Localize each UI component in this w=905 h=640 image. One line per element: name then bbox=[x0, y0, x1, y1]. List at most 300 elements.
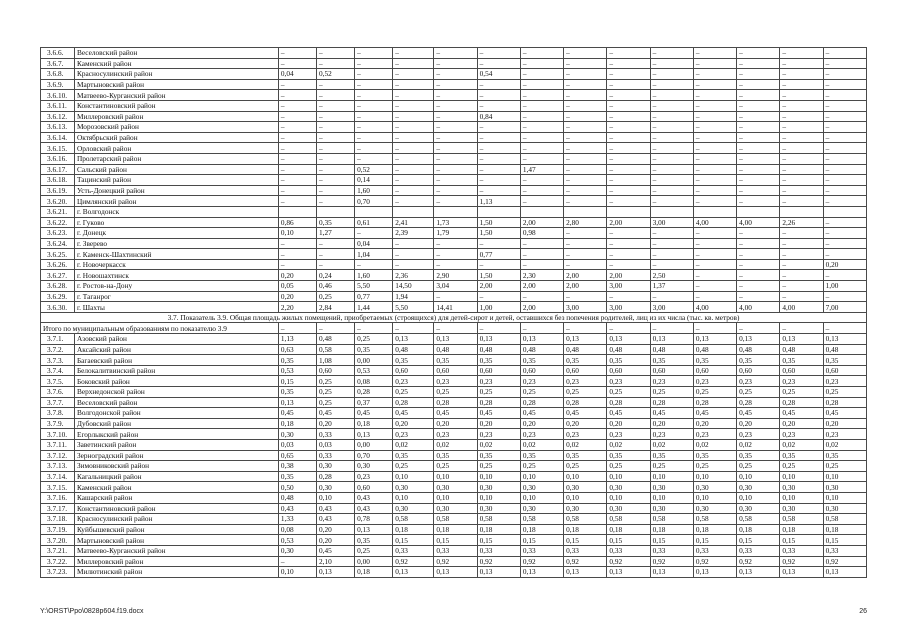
value-cell: – bbox=[434, 185, 477, 196]
value-cell: 0,20 bbox=[650, 418, 693, 429]
value-cell: 0,13 bbox=[355, 429, 393, 440]
value-cell: – bbox=[607, 143, 650, 154]
row-code: 3.7.15. bbox=[41, 482, 75, 493]
value-cell: – bbox=[693, 143, 736, 154]
value-cell: – bbox=[317, 153, 355, 164]
value-cell: 0,30 bbox=[650, 482, 693, 493]
value-cell: – bbox=[650, 249, 693, 260]
value-cell: 0,58 bbox=[650, 514, 693, 525]
value-cell: – bbox=[520, 90, 563, 101]
value-cell: – bbox=[564, 58, 607, 69]
value-cell bbox=[737, 206, 780, 217]
value-cell: – bbox=[520, 58, 563, 69]
value-cell: 0,50 bbox=[278, 482, 316, 493]
value-cell: – bbox=[477, 185, 520, 196]
value-cell: 0,25 bbox=[780, 461, 823, 472]
value-cell: – bbox=[737, 281, 780, 292]
value-cell: 0,45 bbox=[317, 408, 355, 419]
value-cell: 0,48 bbox=[520, 344, 563, 355]
value-cell: 0,18 bbox=[434, 524, 477, 535]
value-cell: 0,02 bbox=[823, 439, 866, 450]
row-code: 3.6.21. bbox=[41, 206, 75, 217]
value-cell: 0,25 bbox=[434, 387, 477, 398]
value-cell bbox=[434, 206, 477, 217]
row-code: 3.6.18. bbox=[41, 175, 75, 186]
value-cell: – bbox=[434, 100, 477, 111]
value-cell: – bbox=[693, 196, 736, 207]
value-cell: 0,45 bbox=[317, 545, 355, 556]
value-cell: – bbox=[780, 323, 823, 334]
table-row bbox=[41, 355, 867, 366]
table-row bbox=[41, 281, 867, 292]
row-code: 3.7.17. bbox=[41, 503, 75, 514]
table-row bbox=[41, 111, 867, 122]
municipality-name: Красносулинский район bbox=[74, 69, 278, 80]
value-cell: – bbox=[693, 153, 736, 164]
value-cell: 0,23 bbox=[780, 376, 823, 387]
value-cell: – bbox=[737, 291, 780, 302]
value-cell: 0,30 bbox=[823, 482, 866, 493]
table-row bbox=[41, 429, 867, 440]
value-cell: 0,35 bbox=[607, 450, 650, 461]
value-cell: 5,50 bbox=[393, 302, 434, 313]
value-cell: – bbox=[780, 249, 823, 260]
value-cell: 0,33 bbox=[650, 545, 693, 556]
municipality-name: Боковский район bbox=[74, 376, 278, 387]
value-cell: 0,35 bbox=[434, 450, 477, 461]
value-cell: 0,35 bbox=[607, 355, 650, 366]
value-cell: – bbox=[737, 323, 780, 334]
municipality-name: Милютинский район bbox=[74, 567, 278, 578]
value-cell: 0,25 bbox=[564, 387, 607, 398]
value-cell: – bbox=[780, 228, 823, 239]
value-cell: 0,30 bbox=[650, 503, 693, 514]
value-cell: 0,48 bbox=[737, 344, 780, 355]
table-row bbox=[41, 132, 867, 143]
value-cell: 0,70 bbox=[355, 196, 393, 207]
value-cell: 0,35 bbox=[477, 355, 520, 366]
value-cell: – bbox=[823, 111, 866, 122]
value-cell: – bbox=[780, 132, 823, 143]
value-cell: 0,20 bbox=[317, 418, 355, 429]
value-cell: 1,50 bbox=[477, 270, 520, 281]
value-cell: 0,48 bbox=[393, 344, 434, 355]
value-cell: 0,10 bbox=[693, 492, 736, 503]
value-cell: – bbox=[607, 58, 650, 69]
value-cell: 0,08 bbox=[278, 524, 316, 535]
value-cell: 0,10 bbox=[278, 567, 316, 578]
row-code: 3.7.14. bbox=[41, 471, 75, 482]
table-row bbox=[41, 196, 867, 207]
value-cell: – bbox=[693, 58, 736, 69]
row-code: 3.6.29. bbox=[41, 291, 75, 302]
value-cell: – bbox=[607, 291, 650, 302]
value-cell: – bbox=[737, 259, 780, 270]
value-cell: 0,13 bbox=[693, 334, 736, 345]
row-code: 3.6.20. bbox=[41, 196, 75, 207]
value-cell: – bbox=[737, 196, 780, 207]
value-cell: – bbox=[823, 217, 866, 228]
value-cell: 0,33 bbox=[823, 545, 866, 556]
page-number: 26 bbox=[859, 608, 867, 615]
value-cell: 0,15 bbox=[564, 535, 607, 546]
value-cell: 0,92 bbox=[607, 556, 650, 567]
value-cell: 0,35 bbox=[693, 355, 736, 366]
value-cell: 0,13 bbox=[393, 567, 434, 578]
value-cell: 0,23 bbox=[564, 429, 607, 440]
value-cell: 0,20 bbox=[477, 418, 520, 429]
value-cell: – bbox=[564, 323, 607, 334]
value-cell: 0,45 bbox=[355, 408, 393, 419]
value-cell: – bbox=[780, 259, 823, 270]
value-cell: 0,60 bbox=[737, 365, 780, 376]
value-cell: 0,13 bbox=[520, 334, 563, 345]
value-cell: 0,00 bbox=[355, 556, 393, 567]
value-cell: – bbox=[780, 175, 823, 186]
value-cell: – bbox=[355, 259, 393, 270]
value-cell: 2,20 bbox=[278, 302, 316, 313]
value-cell: – bbox=[520, 196, 563, 207]
value-cell: 0,10 bbox=[650, 492, 693, 503]
value-cell: 0,52 bbox=[317, 69, 355, 80]
value-cell: – bbox=[278, 143, 316, 154]
value-cell: 3,00 bbox=[564, 302, 607, 313]
value-cell bbox=[780, 206, 823, 217]
value-cell: 0,00 bbox=[355, 355, 393, 366]
value-cell: 0,77 bbox=[477, 249, 520, 260]
row-code: 3.6.17. bbox=[41, 164, 75, 175]
municipality-name: г. Донецк bbox=[74, 228, 278, 239]
table-row bbox=[41, 291, 867, 302]
value-cell: 0,23 bbox=[564, 376, 607, 387]
table-row bbox=[41, 228, 867, 239]
value-cell: – bbox=[355, 111, 393, 122]
value-cell: – bbox=[823, 175, 866, 186]
value-cell: 0,24 bbox=[317, 270, 355, 281]
value-cell: 3,00 bbox=[650, 217, 693, 228]
value-cell: 0,10 bbox=[520, 471, 563, 482]
row-code: 3.6.16. bbox=[41, 153, 75, 164]
value-cell: – bbox=[434, 259, 477, 270]
value-cell: 0,92 bbox=[737, 556, 780, 567]
value-cell: 0,45 bbox=[520, 408, 563, 419]
table-row bbox=[41, 418, 867, 429]
value-cell: 0,02 bbox=[780, 439, 823, 450]
value-cell: – bbox=[434, 238, 477, 249]
value-cell: 0,15 bbox=[650, 535, 693, 546]
value-cell: – bbox=[520, 69, 563, 80]
value-cell: 0,20 bbox=[317, 535, 355, 546]
value-cell: 0,10 bbox=[520, 492, 563, 503]
value-cell: 0,02 bbox=[477, 439, 520, 450]
value-cell: 2,00 bbox=[520, 302, 563, 313]
value-cell: 0,48 bbox=[693, 344, 736, 355]
value-cell: – bbox=[564, 196, 607, 207]
value-cell: 0,10 bbox=[607, 492, 650, 503]
value-cell: – bbox=[564, 164, 607, 175]
value-cell: 0,92 bbox=[477, 556, 520, 567]
value-cell: 1,60 bbox=[355, 270, 393, 281]
total-row bbox=[41, 323, 867, 334]
table-row bbox=[41, 48, 867, 59]
row-code: 3.6.24. bbox=[41, 238, 75, 249]
value-cell: 0,13 bbox=[564, 567, 607, 578]
value-cell: – bbox=[607, 185, 650, 196]
row-code: 3.7.10. bbox=[41, 429, 75, 440]
value-cell: 0,92 bbox=[693, 556, 736, 567]
table-row bbox=[41, 556, 867, 567]
value-cell: – bbox=[520, 48, 563, 59]
value-cell: 4,00 bbox=[780, 302, 823, 313]
value-cell bbox=[607, 206, 650, 217]
value-cell: 0,58 bbox=[607, 514, 650, 525]
value-cell: 0,13 bbox=[434, 567, 477, 578]
value-cell: – bbox=[780, 79, 823, 90]
row-code: 3.7.16. bbox=[41, 492, 75, 503]
value-cell: – bbox=[393, 175, 434, 186]
value-cell: 0,10 bbox=[477, 492, 520, 503]
value-cell: – bbox=[355, 100, 393, 111]
value-cell: 0,23 bbox=[520, 429, 563, 440]
value-cell: 0,30 bbox=[780, 503, 823, 514]
municipality-name: г. Таганрог bbox=[74, 291, 278, 302]
value-cell: – bbox=[737, 175, 780, 186]
value-cell: 0,25 bbox=[693, 387, 736, 398]
value-cell: 0,28 bbox=[477, 397, 520, 408]
value-cell: – bbox=[564, 153, 607, 164]
value-cell: 0,20 bbox=[434, 418, 477, 429]
value-cell: – bbox=[434, 143, 477, 154]
value-cell: 5,50 bbox=[355, 281, 393, 292]
value-cell: – bbox=[393, 249, 434, 260]
value-cell: 1,08 bbox=[317, 355, 355, 366]
value-cell: – bbox=[780, 90, 823, 101]
value-cell: 2,00 bbox=[520, 217, 563, 228]
value-cell: – bbox=[393, 48, 434, 59]
value-cell: 0,35 bbox=[520, 450, 563, 461]
value-cell: 0,98 bbox=[520, 228, 563, 239]
value-cell: 0,20 bbox=[393, 418, 434, 429]
table-row bbox=[41, 471, 867, 482]
municipality-name: г. Волгодонск bbox=[74, 206, 278, 217]
value-cell: 0,48 bbox=[780, 344, 823, 355]
value-cell: 0,45 bbox=[477, 408, 520, 419]
municipality-name: г. Шахты bbox=[74, 302, 278, 313]
value-cell: 2,00 bbox=[564, 270, 607, 281]
value-cell: – bbox=[520, 249, 563, 260]
value-cell: – bbox=[278, 175, 316, 186]
row-code: 3.7.7. bbox=[41, 397, 75, 408]
value-cell: 0,28 bbox=[564, 397, 607, 408]
table-row bbox=[41, 545, 867, 556]
value-cell: – bbox=[393, 58, 434, 69]
value-cell: 1,33 bbox=[278, 514, 316, 525]
value-cell: – bbox=[434, 90, 477, 101]
row-code: 3.7.20. bbox=[41, 535, 75, 546]
value-cell: 0,10 bbox=[564, 471, 607, 482]
value-cell: 0,45 bbox=[780, 408, 823, 419]
value-cell: 0,33 bbox=[780, 545, 823, 556]
value-cell: – bbox=[737, 238, 780, 249]
value-cell: 0,28 bbox=[650, 397, 693, 408]
value-cell: 2,41 bbox=[393, 217, 434, 228]
value-cell: 0,48 bbox=[564, 344, 607, 355]
value-cell: – bbox=[355, 153, 393, 164]
value-cell: 3,04 bbox=[434, 281, 477, 292]
value-cell: 0,33 bbox=[434, 545, 477, 556]
value-cell: – bbox=[737, 249, 780, 260]
value-cell: – bbox=[780, 185, 823, 196]
value-cell: 0,10 bbox=[737, 471, 780, 482]
table-row bbox=[41, 514, 867, 525]
table-row bbox=[41, 249, 867, 260]
value-cell: 0,14 bbox=[355, 175, 393, 186]
value-cell: 0,30 bbox=[520, 503, 563, 514]
municipality-name: Веселовский район bbox=[74, 397, 278, 408]
file-path: Y:\ORST\Ppo\0828p604.f19.docx bbox=[40, 608, 144, 615]
value-cell: – bbox=[317, 48, 355, 59]
value-cell: 0,13 bbox=[477, 334, 520, 345]
value-cell: – bbox=[650, 79, 693, 90]
municipality-name: Мартыновский район bbox=[74, 79, 278, 90]
value-cell: – bbox=[650, 111, 693, 122]
value-cell: 0,02 bbox=[650, 439, 693, 450]
value-cell: – bbox=[607, 228, 650, 239]
value-cell: 0,23 bbox=[607, 376, 650, 387]
value-cell: 1,60 bbox=[355, 185, 393, 196]
value-cell: – bbox=[607, 90, 650, 101]
value-cell: 0,25 bbox=[737, 461, 780, 472]
value-cell: 0,60 bbox=[693, 365, 736, 376]
value-cell: – bbox=[693, 270, 736, 281]
value-cell: – bbox=[434, 69, 477, 80]
value-cell: 2,10 bbox=[317, 556, 355, 567]
value-cell: 0,30 bbox=[434, 482, 477, 493]
value-cell: 0,23 bbox=[650, 376, 693, 387]
value-cell: 0,23 bbox=[737, 429, 780, 440]
value-cell: – bbox=[650, 175, 693, 186]
value-cell: – bbox=[607, 132, 650, 143]
value-cell: – bbox=[607, 79, 650, 90]
value-cell: 0,35 bbox=[278, 387, 316, 398]
row-code: 3.6.8. bbox=[41, 69, 75, 80]
value-cell: 0,25 bbox=[520, 387, 563, 398]
value-cell: – bbox=[650, 185, 693, 196]
value-cell: 0,35 bbox=[650, 450, 693, 461]
value-cell: 4,00 bbox=[693, 302, 736, 313]
value-cell: – bbox=[477, 143, 520, 154]
value-cell: – bbox=[780, 100, 823, 111]
municipality-name: Красносулинский район bbox=[74, 514, 278, 525]
value-cell: 0,25 bbox=[564, 461, 607, 472]
municipality-name: Заветинский район bbox=[74, 439, 278, 450]
value-cell: – bbox=[355, 69, 393, 80]
value-cell: – bbox=[564, 259, 607, 270]
value-cell: 0,13 bbox=[780, 567, 823, 578]
value-cell: – bbox=[520, 143, 563, 154]
value-cell: – bbox=[278, 185, 316, 196]
table-row bbox=[41, 175, 867, 186]
municipality-name: Волгодонской район bbox=[74, 408, 278, 419]
municipality-name: Зимовниковский район bbox=[74, 461, 278, 472]
value-cell: 2,90 bbox=[434, 270, 477, 281]
value-cell: – bbox=[393, 79, 434, 90]
value-cell: – bbox=[278, 153, 316, 164]
value-cell: 0,10 bbox=[278, 228, 316, 239]
value-cell: 0,35 bbox=[317, 217, 355, 228]
value-cell: – bbox=[355, 90, 393, 101]
value-cell: 0,10 bbox=[434, 471, 477, 482]
value-cell: 0,10 bbox=[650, 471, 693, 482]
value-cell: 0,92 bbox=[650, 556, 693, 567]
value-cell: – bbox=[650, 323, 693, 334]
value-cell: 0,35 bbox=[564, 450, 607, 461]
value-cell: 0,23 bbox=[477, 429, 520, 440]
value-cell: 0,18 bbox=[477, 524, 520, 535]
value-cell: – bbox=[693, 228, 736, 239]
value-cell: – bbox=[434, 79, 477, 90]
value-cell: – bbox=[278, 249, 316, 260]
value-cell: – bbox=[737, 69, 780, 80]
municipality-name: г. Новошахтинск bbox=[74, 270, 278, 281]
value-cell: – bbox=[737, 111, 780, 122]
municipality-name: г. Новочеркасск bbox=[74, 259, 278, 270]
value-cell: 0,48 bbox=[278, 492, 316, 503]
value-cell: 7,00 bbox=[823, 302, 866, 313]
value-cell: – bbox=[737, 270, 780, 281]
value-cell: 3,00 bbox=[650, 302, 693, 313]
value-cell: 0,45 bbox=[564, 408, 607, 419]
value-cell: – bbox=[693, 122, 736, 133]
value-cell: 0,33 bbox=[607, 545, 650, 556]
value-cell: – bbox=[823, 323, 866, 334]
value-cell: – bbox=[434, 58, 477, 69]
value-cell: 0,30 bbox=[564, 503, 607, 514]
value-cell: – bbox=[823, 90, 866, 101]
table-row bbox=[41, 567, 867, 578]
value-cell: – bbox=[780, 153, 823, 164]
value-cell: – bbox=[317, 196, 355, 207]
value-cell: – bbox=[650, 122, 693, 133]
value-cell: – bbox=[823, 185, 866, 196]
value-cell: 0,20 bbox=[520, 418, 563, 429]
municipality-name: Каменский район bbox=[74, 58, 278, 69]
value-cell: – bbox=[520, 111, 563, 122]
value-cell: 0,58 bbox=[393, 514, 434, 525]
value-cell: 0,23 bbox=[355, 471, 393, 482]
value-cell bbox=[693, 206, 736, 217]
value-cell: – bbox=[564, 100, 607, 111]
table-row bbox=[41, 206, 867, 217]
value-cell: 0,28 bbox=[607, 397, 650, 408]
value-cell: – bbox=[650, 196, 693, 207]
value-cell: 0,13 bbox=[434, 334, 477, 345]
value-cell: 0,48 bbox=[477, 344, 520, 355]
value-cell: 4,00 bbox=[737, 217, 780, 228]
value-cell: 0,23 bbox=[737, 376, 780, 387]
value-cell: 0,63 bbox=[278, 344, 316, 355]
value-cell: 0,30 bbox=[355, 461, 393, 472]
value-cell bbox=[477, 206, 520, 217]
value-cell: 0,13 bbox=[278, 397, 316, 408]
value-cell: 0,25 bbox=[355, 545, 393, 556]
value-cell: 0,02 bbox=[737, 439, 780, 450]
value-cell: 0,15 bbox=[823, 535, 866, 546]
row-code: 3.7.18. bbox=[41, 514, 75, 525]
value-cell: 0,25 bbox=[393, 461, 434, 472]
value-cell: 2,80 bbox=[564, 217, 607, 228]
municipality-name: Октябрьский район bbox=[74, 132, 278, 143]
